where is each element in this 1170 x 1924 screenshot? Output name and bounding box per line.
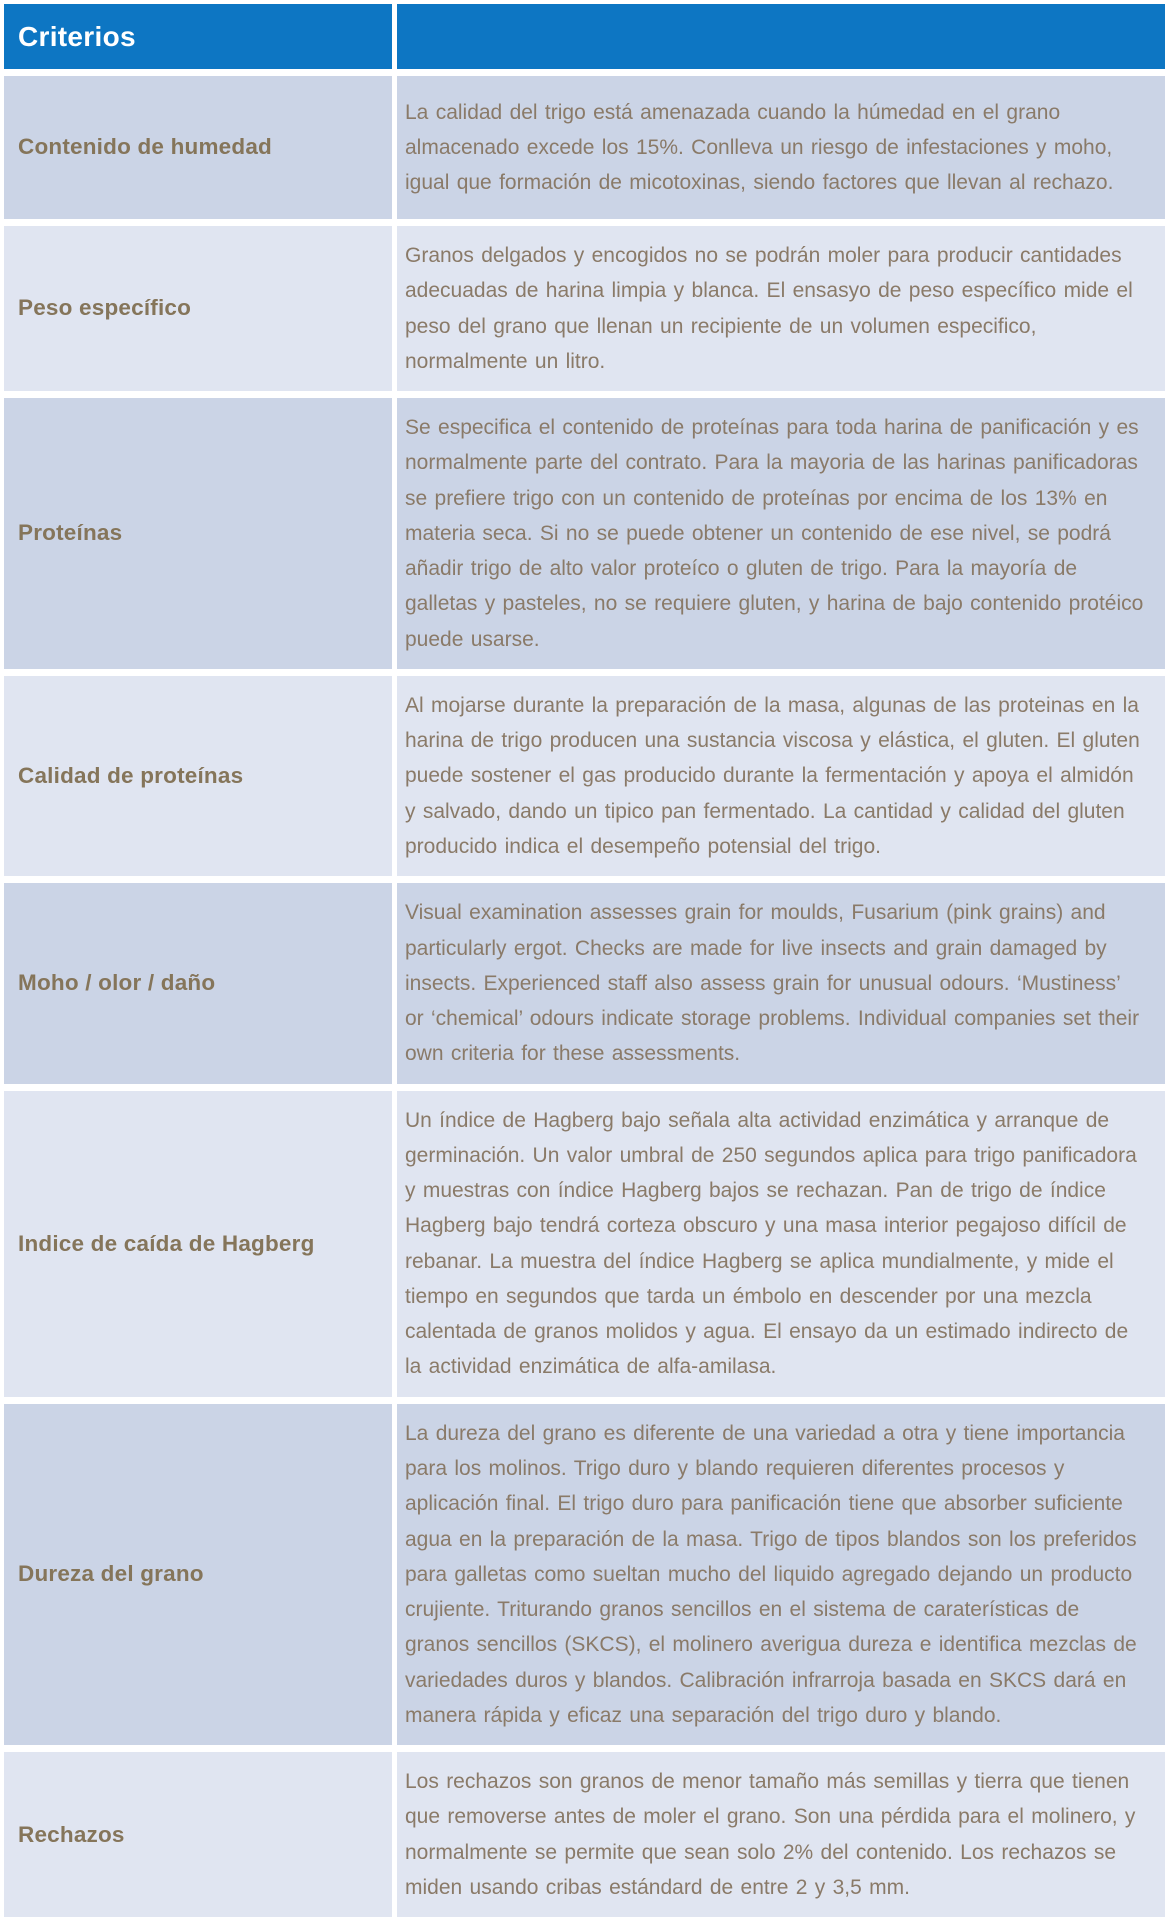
criteria-table [4, 4, 1165, 1917]
criteria-description-cell [397, 1091, 1165, 1397]
table-row-calidad-de-proteinas [4, 676, 1165, 876]
criteria-description-cell [397, 676, 1165, 876]
criteria-label: Moho / olor / daño [18, 970, 216, 996]
criteria-label: Proteínas [18, 520, 123, 546]
criteria-label-cell [4, 398, 392, 669]
criteria-description-cell [397, 226, 1165, 391]
criteria-description: Los rechazos son granos de menor tamaño más semillas y tierra que tienen que removerse antes de moler el grano. Son una pérdida para el molinero, y normalmente se permite que sean solo 2% del contenido. Los rechazos se miden usando cribas estándard de entre 2 y 3,5 mm. [405, 1770, 1136, 1899]
header-criteria-cell [4, 4, 392, 69]
criteria-label-cell [4, 226, 392, 391]
criteria-label-cell [4, 1404, 392, 1745]
header-description-cell [397, 4, 1165, 69]
criteria-description: Un índice de Hagberg bajo señala alta actividad enzimática y arranque de germinación. Un valor umbral de 250 segundos aplica para trigo panificadora y muestras con índice Hagberg bajos se rechazan. Pan de trigo de índice Hagberg bajo tendrá corteza obscuro y una masa interior pegajoso difícil de rebanar. La muestra del índice Hagberg se aplica mundialmente, y mide el tiempo en segundos que tarda un émbolo en descender por una mezcla calentada de granos molidos y agua. El ensayo da un estimado indirecto de la actividad enzimática de alfa-amilasa. [405, 1108, 1137, 1379]
criteria-description: Visual examination assesses grain for moulds, Fusarium (pink grains) and particularly ergot. Checks are made for live insects and grain damaged by insects. Experienced staff also assess grain for unusual odours. ‘Mustiness’ or ‘chemical’ odours indicate storage problems. Individual companies set their own criteria for these assessments. [405, 901, 1140, 1066]
table-title: Criterios [18, 20, 136, 52]
table-row-moho-olor-dano [4, 883, 1165, 1083]
table-row-proteinas [4, 398, 1165, 669]
criteria-label: Peso específico [18, 295, 192, 321]
criteria-description: Al mojarse durante la preparación de la masa, algunas de las proteinas en la harina de trigo producen una sustancia viscosa y elástica, el gluten. El gluten puede sostener el gas producido durante la fermentación y apoya el almidón y salvado, dando un tipico pan fermentado. La cantidad y calidad del gluten producido indica el desempeño potensial del trigo. [405, 693, 1140, 858]
criteria-description-cell [397, 76, 1165, 219]
criteria-label-cell [4, 883, 392, 1083]
criteria-label: Rechazos [18, 1821, 125, 1847]
criteria-description: Se especifica el contenido de proteínas para toda harina de panificación y es normalmente parte del contrato. Para la mayoria de las harinas panificadoras se prefiere trigo con un contenido de proteínas por encima de los 13% en materia seca. Si no se puede obtener un contenido de ese nivel, se podrá añadir trigo de alto valor proteíco o gluten de trigo. Para la mayoría de galletas y pasteles, no se requiere gluten, y harina de bajo contenido protéico puede usarse. [405, 416, 1144, 651]
table-row-dureza-del-grano [4, 1404, 1165, 1745]
criteria-description: La dureza del grano es diferente de una variedad a otra y tiene importancia para los molinos. Trigo duro y blando requieren diferentes procesos y aplicación final. El trigo duro para panificación tiene que absorber suficiente agua en la preparación de la masa. Trigo de tipos blandos son los preferidos para galletas como sueltan mucho del liquido agregado dejando un producto crujiente. Triturando granos sencillos en el sistema de caraterísticas de granos sencillos (SKCS), el molinero averigua dureza e identifica mezclas de variedades duros y blandos. Calibración infrarroja basada en SKCS dará en manera rápida y eficaz una separación del trigo duro y blando. [405, 1421, 1137, 1727]
criteria-description-cell [397, 883, 1165, 1083]
criteria-label: Contenido de humedad [18, 134, 272, 160]
table-row-peso-especifico [4, 226, 1165, 391]
table-row-rechazos [4, 1752, 1165, 1917]
criteria-label-cell [4, 1752, 392, 1917]
table-header-row [4, 4, 1165, 69]
criteria-label-cell [4, 676, 392, 876]
table-row-contenido-de-humedad [4, 76, 1165, 219]
criteria-description: Granos delgados y encogidos no se podrán moler para producir cantidades adecuadas de harina limpia y blanca. El ensasyo de peso específico mide el peso del grano que llenan un recipiente de un volumen especifico, normalmente un litro. [405, 244, 1133, 373]
criteria-label: Dureza del grano [18, 1561, 204, 1587]
criteria-label: Indice de caída de Hagberg [18, 1230, 315, 1256]
table-body [4, 76, 1165, 1917]
criteria-description-cell [397, 1404, 1165, 1745]
criteria-description: La calidad del trigo está amenazada cuando la húmedad en el grano almacenado excede los 15%. Conlleva un riesgo de infestaciones y moho, igual que formación de micotoxinas, siendo factores que llevan al rechazo. [405, 100, 1114, 195]
table-row-indice-de-caida-de-hagberg [4, 1091, 1165, 1397]
criteria-label-cell [4, 76, 392, 219]
criteria-description-cell [397, 1752, 1165, 1917]
criteria-label-cell [4, 1091, 392, 1397]
criteria-description-cell [397, 398, 1165, 669]
criteria-label: Calidad de proteínas [18, 763, 244, 789]
